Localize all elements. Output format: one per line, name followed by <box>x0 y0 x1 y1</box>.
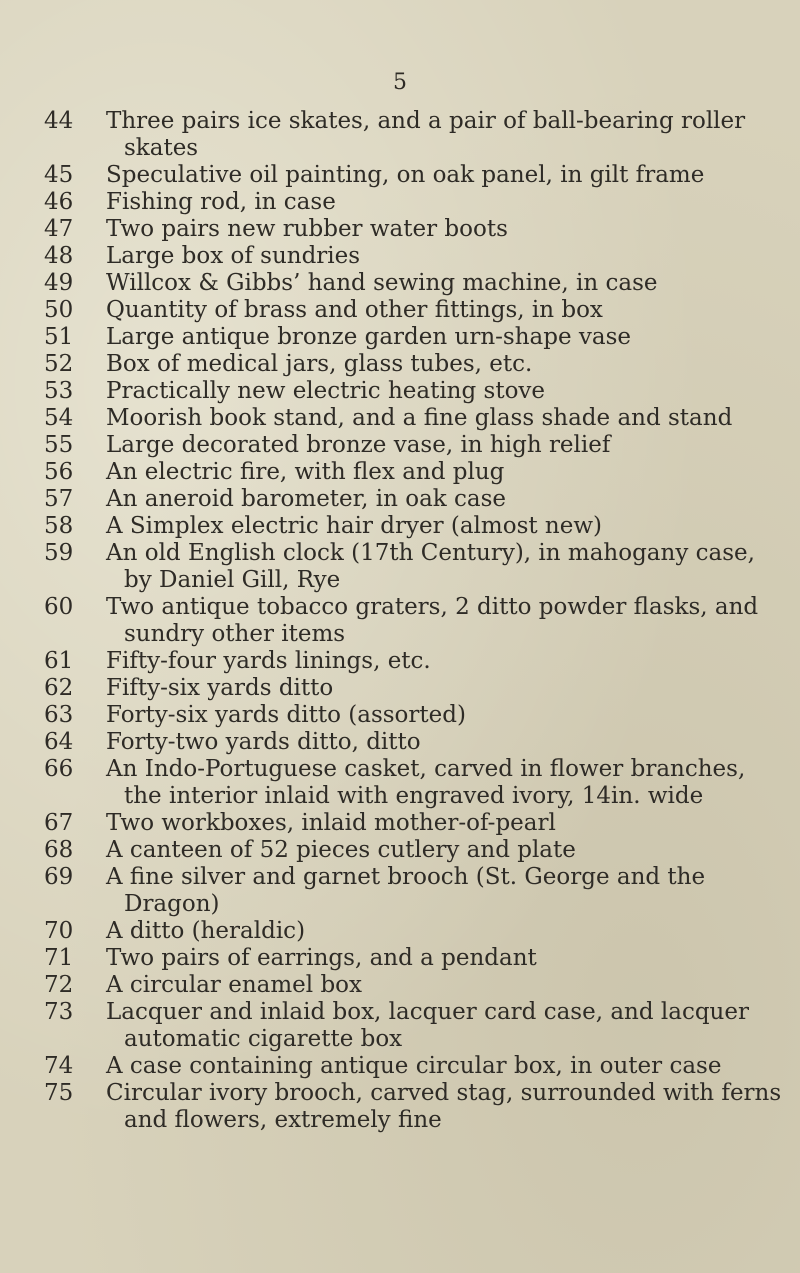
lot-description: An old English clock (17th Century), in mahogany case, by Daniel Gill, Rye <box>106 540 755 593</box>
lot-description: Large decorated bronze vase, in high relief <box>106 432 611 458</box>
lot-number: 71 <box>44 945 74 971</box>
lot-number: 61 <box>44 648 74 674</box>
lot-item <box>44 108 784 162</box>
lot-item <box>44 297 784 324</box>
lot-number: 48 <box>44 243 74 269</box>
lot-description: Practically new electric heating stove <box>106 378 546 404</box>
lot-item <box>44 1080 784 1134</box>
lot-item <box>44 270 784 297</box>
lot-description: Three pairs ice skates, and a pair of ball-bearing roller skates <box>106 108 746 161</box>
lot-item <box>44 216 784 243</box>
lot-item <box>44 864 784 918</box>
lot-description: Lacquer and inlaid box, lacquer card case, and lacquer automatic cigarette box <box>106 999 749 1052</box>
lot-description: Speculative oil painting, on oak panel, in gilt frame <box>106 162 705 188</box>
lot-description: Two pairs new rubber water boots <box>106 216 508 242</box>
lot-number: 50 <box>44 297 74 323</box>
lot-item <box>44 351 784 378</box>
lot-number: 58 <box>44 513 74 539</box>
lot-item <box>44 513 784 540</box>
lot-item <box>44 972 784 999</box>
lot-number: 70 <box>44 918 74 944</box>
lot-number: 52 <box>44 351 74 377</box>
lot-description: Two workboxes, inlaid mother-of-pearl <box>106 810 556 836</box>
lot-description: Circular ivory brooch, carved stag, surrounded with ferns and flowers, extremely fine <box>106 1080 782 1133</box>
lot-number: 68 <box>44 837 74 863</box>
lot-number: 51 <box>44 324 74 350</box>
lot-number: 59 <box>44 540 74 566</box>
lot-number: 75 <box>44 1080 74 1106</box>
lot-item <box>44 594 784 648</box>
lot-number: 73 <box>44 999 74 1025</box>
lot-description: Box of medical jars, glass tubes, etc. <box>106 351 533 377</box>
lot-number: 72 <box>44 972 74 998</box>
lot-description: A fine silver and garnet brooch (St. George and the Dragon) <box>106 864 706 917</box>
lot-item <box>44 945 784 972</box>
lot-description: Fifty-six yards ditto <box>106 675 334 701</box>
lot-item <box>44 243 784 270</box>
lot-number: 62 <box>44 675 74 701</box>
lot-description: Quantity of brass and other fittings, in box <box>106 297 603 323</box>
lot-item <box>44 459 784 486</box>
lot-item <box>44 1053 784 1080</box>
lot-item <box>44 810 784 837</box>
lot-item <box>44 432 784 459</box>
lot-number: 64 <box>44 729 74 755</box>
lot-number: 55 <box>44 432 74 458</box>
lot-number: 56 <box>44 459 74 485</box>
lot-number: 46 <box>44 189 74 215</box>
lot-item <box>44 999 784 1053</box>
lot-description: Large antique bronze garden urn-shape vase <box>106 324 632 350</box>
lot-item <box>44 675 784 702</box>
lot-number: 49 <box>44 270 74 296</box>
lot-item <box>44 729 784 756</box>
lot-description: A case containing antique circular box, in outer case <box>106 1053 722 1079</box>
lot-item <box>44 837 784 864</box>
lot-number: 47 <box>44 216 74 242</box>
lot-number: 54 <box>44 405 74 431</box>
lot-item <box>44 648 784 675</box>
lot-number: 53 <box>44 378 74 404</box>
lot-item <box>44 540 784 594</box>
lot-description: An electric fire, with flex and plug <box>106 459 505 485</box>
lot-description: Two antique tobacco graters, 2 ditto powder flasks, and sundry other items <box>106 594 759 647</box>
lot-description: Two pairs of earrings, and a pendant <box>106 945 537 971</box>
lot-description: Willcox & Gibbs’ hand sewing machine, in case <box>106 270 658 296</box>
lot-number: 45 <box>44 162 74 188</box>
lot-item <box>44 918 784 945</box>
lot-item <box>44 162 784 189</box>
lot-number: 60 <box>44 594 74 620</box>
lot-description: A circular enamel box <box>106 972 362 998</box>
lot-item <box>44 378 784 405</box>
page-number: 5 <box>393 70 407 95</box>
lot-list <box>44 108 784 1134</box>
lot-number: 74 <box>44 1053 74 1079</box>
lot-number: 63 <box>44 702 74 728</box>
lot-description: Moorish book stand, and a fine glass shade and stand <box>106 405 733 431</box>
lot-description: A canteen of 52 pieces cutlery and plate <box>106 837 576 863</box>
lot-number: 67 <box>44 810 74 836</box>
lot-description: Large box of sundries <box>106 243 361 269</box>
lot-number: 44 <box>44 108 74 134</box>
lot-description: An Indo-Portuguese casket, carved in flower branches, the interior inlaid with engraved ivory, 14in. wide <box>106 756 746 809</box>
lot-item <box>44 486 784 513</box>
lot-description: A Simplex electric hair dryer (almost new) <box>106 513 603 539</box>
lot-description: A ditto (heraldic) <box>106 918 306 944</box>
lot-item <box>44 756 784 810</box>
lot-item <box>44 324 784 351</box>
lot-description: Fifty-four yards linings, etc. <box>106 648 431 674</box>
lot-item <box>44 702 784 729</box>
lot-description: Fishing rod, in case <box>106 189 336 215</box>
lot-number: 69 <box>44 864 74 890</box>
lot-description: An aneroid barometer, in oak case <box>106 486 507 512</box>
lot-number: 57 <box>44 486 74 512</box>
lot-number: 66 <box>44 756 74 782</box>
lot-description: Forty-two yards ditto, ditto <box>106 729 421 755</box>
lot-item <box>44 405 784 432</box>
lot-item <box>44 189 784 216</box>
lot-description: Forty-six yards ditto (assorted) <box>106 702 466 728</box>
